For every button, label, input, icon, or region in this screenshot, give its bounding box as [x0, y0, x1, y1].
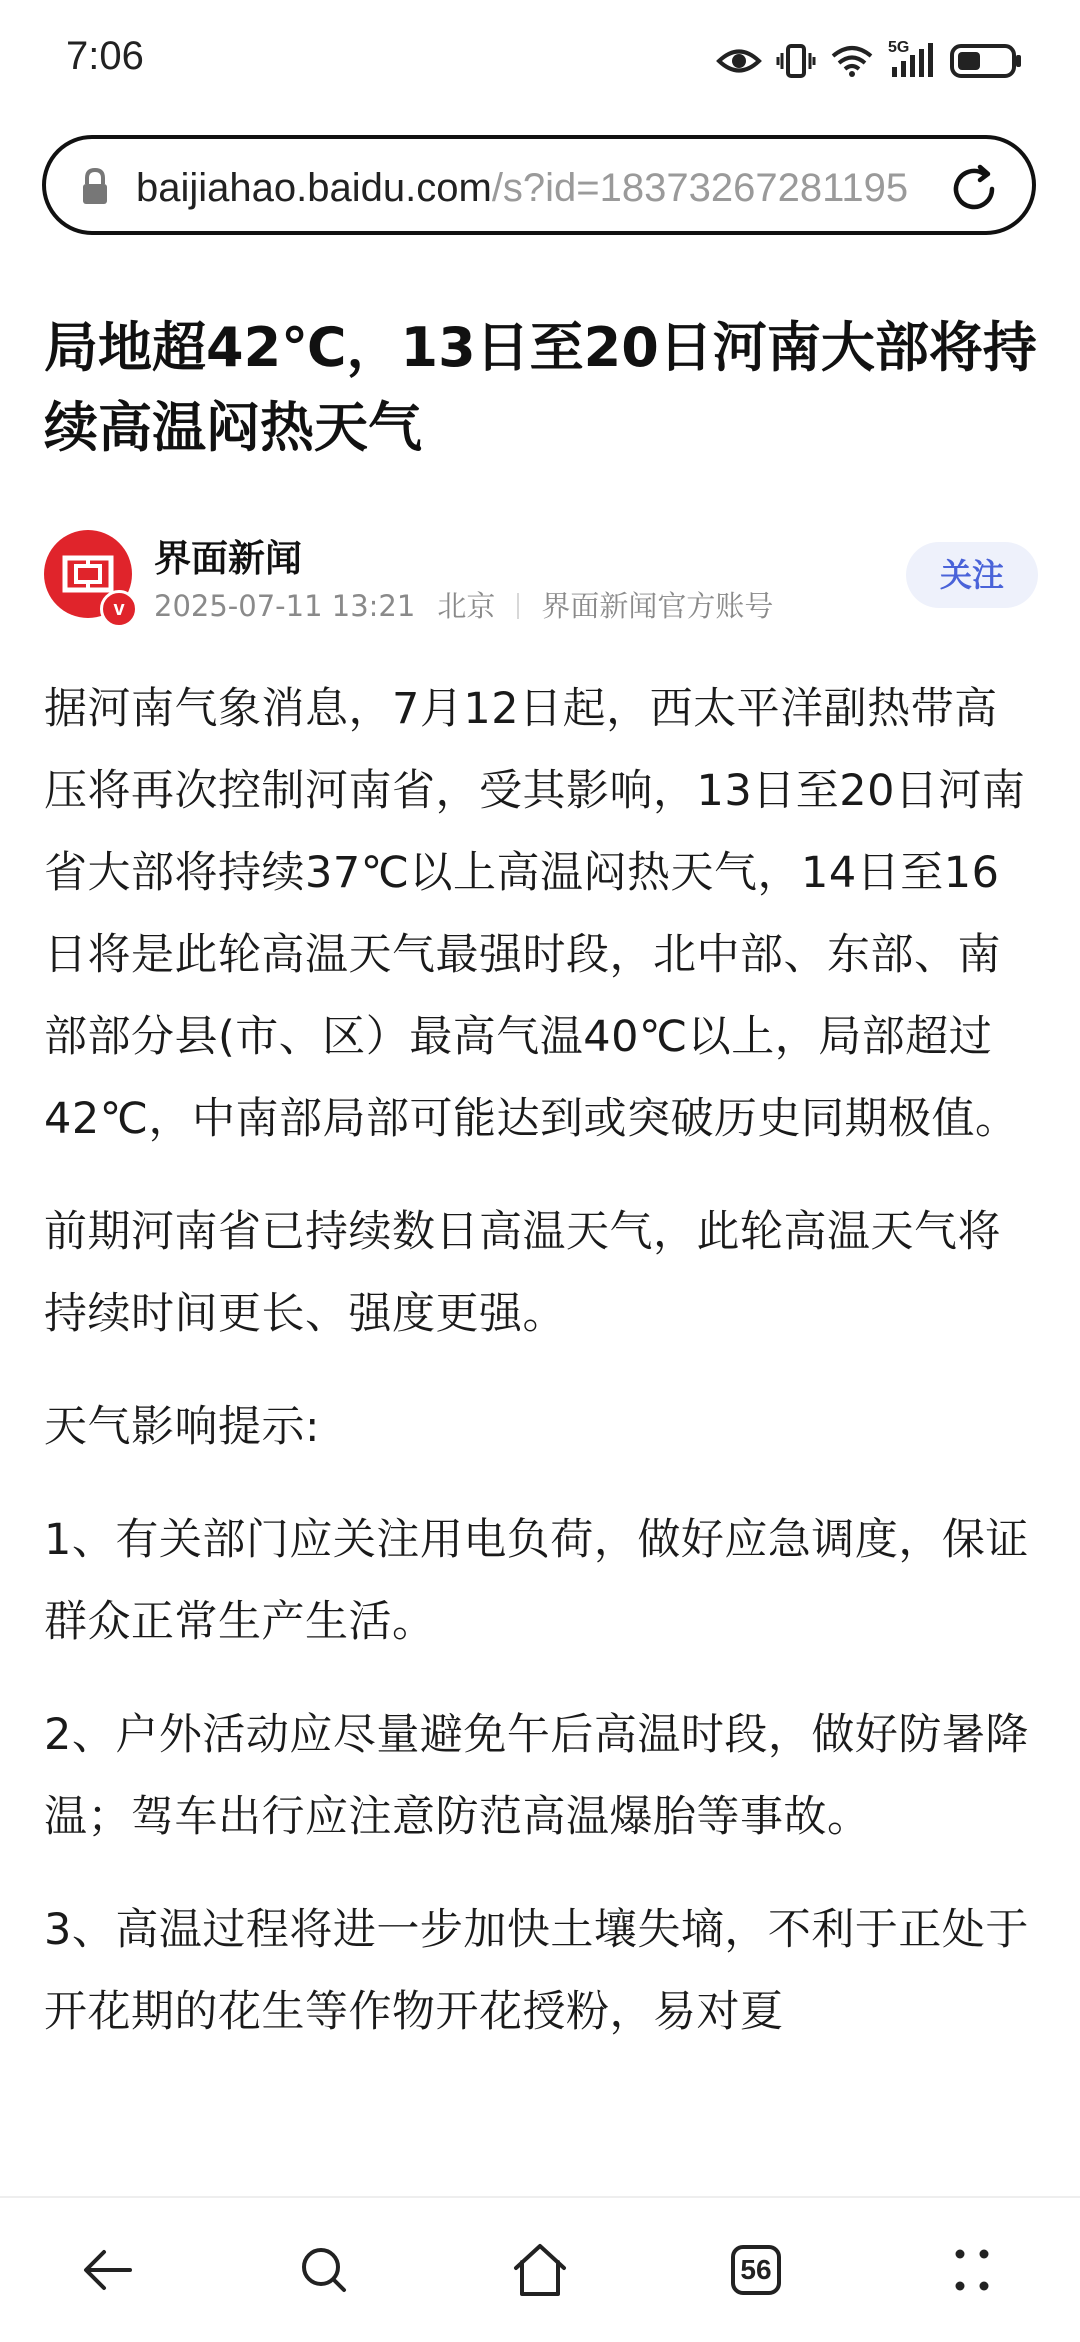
paragraph: 前期河南省已持续数日高温天气，此轮高温天气将持续时间更长、强度更强。 [44, 1207, 1001, 1339]
home-icon [510, 2240, 570, 2300]
battery-icon [950, 44, 1022, 78]
article-title: 局地超42℃，13日至20日河南大部将持续高温闷热天气 [44, 316, 1037, 459]
bottom-navigation [0, 2196, 1080, 2342]
url-path: /s?id=18373267281195 [491, 166, 909, 210]
reload-icon[interactable] [946, 161, 1002, 221]
network-type-label: 5G [888, 39, 910, 56]
url-text[interactable] [136, 163, 966, 213]
lock-icon [80, 167, 110, 211]
verified-badge: v [100, 590, 138, 628]
publish-date: 2025-07-11 13:21 [154, 589, 416, 623]
account-type: 界面新闻官方账号 [541, 589, 774, 623]
more-button[interactable] [936, 2234, 1008, 2306]
search-icon [296, 2242, 352, 2298]
more-icon [944, 2242, 1000, 2298]
status-time: 7:06 [66, 34, 144, 78]
paragraph: 天气影响提示: [44, 1402, 320, 1452]
follow-button[interactable]: 关注 [906, 542, 1038, 608]
status-icons [716, 36, 1022, 86]
address-bar[interactable] [42, 135, 1036, 235]
search-button[interactable] [288, 2234, 360, 2306]
tabs-icon [731, 2245, 781, 2295]
paragraph: 3、高温过程将进一步加快土壤失墒，不利于正处于开花期的花生等作物开花授粉，易对夏 [44, 1905, 1029, 2037]
tabs-button[interactable] [720, 2234, 792, 2306]
author-meta [154, 584, 773, 625]
back-button[interactable] [72, 2234, 144, 2306]
signal-icon [888, 39, 936, 79]
tab-count: 56 [740, 2254, 772, 2285]
vibrate-icon [776, 43, 816, 79]
paragraph: 1、有关部门应关注用电负荷，做好应急调度，保证群众正常生产生活。 [44, 1515, 1029, 1647]
paragraph: 2、户外活动应尽量避免午后高温时段，做好防暑降温；驾车出行应注意防范高温爆胎等事故。 [44, 1710, 1029, 1842]
wifi-icon [830, 44, 874, 78]
eye-icon [716, 46, 762, 76]
article-body [44, 668, 1038, 2084]
url-host: baijiahao.baidu.com [136, 166, 492, 210]
back-icon [80, 2242, 136, 2298]
author-name[interactable]: 界面新闻 [154, 537, 302, 580]
home-button[interactable] [504, 2234, 576, 2306]
publish-location: 北京 [437, 589, 496, 623]
meta-divider [517, 593, 519, 619]
paragraph: 据河南气象消息，7月12日起，西太平洋副热带高压将再次控制河南省，受其影响，13日至20日河南省大部将持续37℃以上高温闷热天气，14日至16日将是此轮高温天气最强时段，北中部、东部、南部部分县(市、区）最高气温40℃以上，局部超过42℃，中南部局部可能达到或突破历史同期极值。 [44, 684, 1026, 1144]
status-bar [0, 0, 1080, 120]
